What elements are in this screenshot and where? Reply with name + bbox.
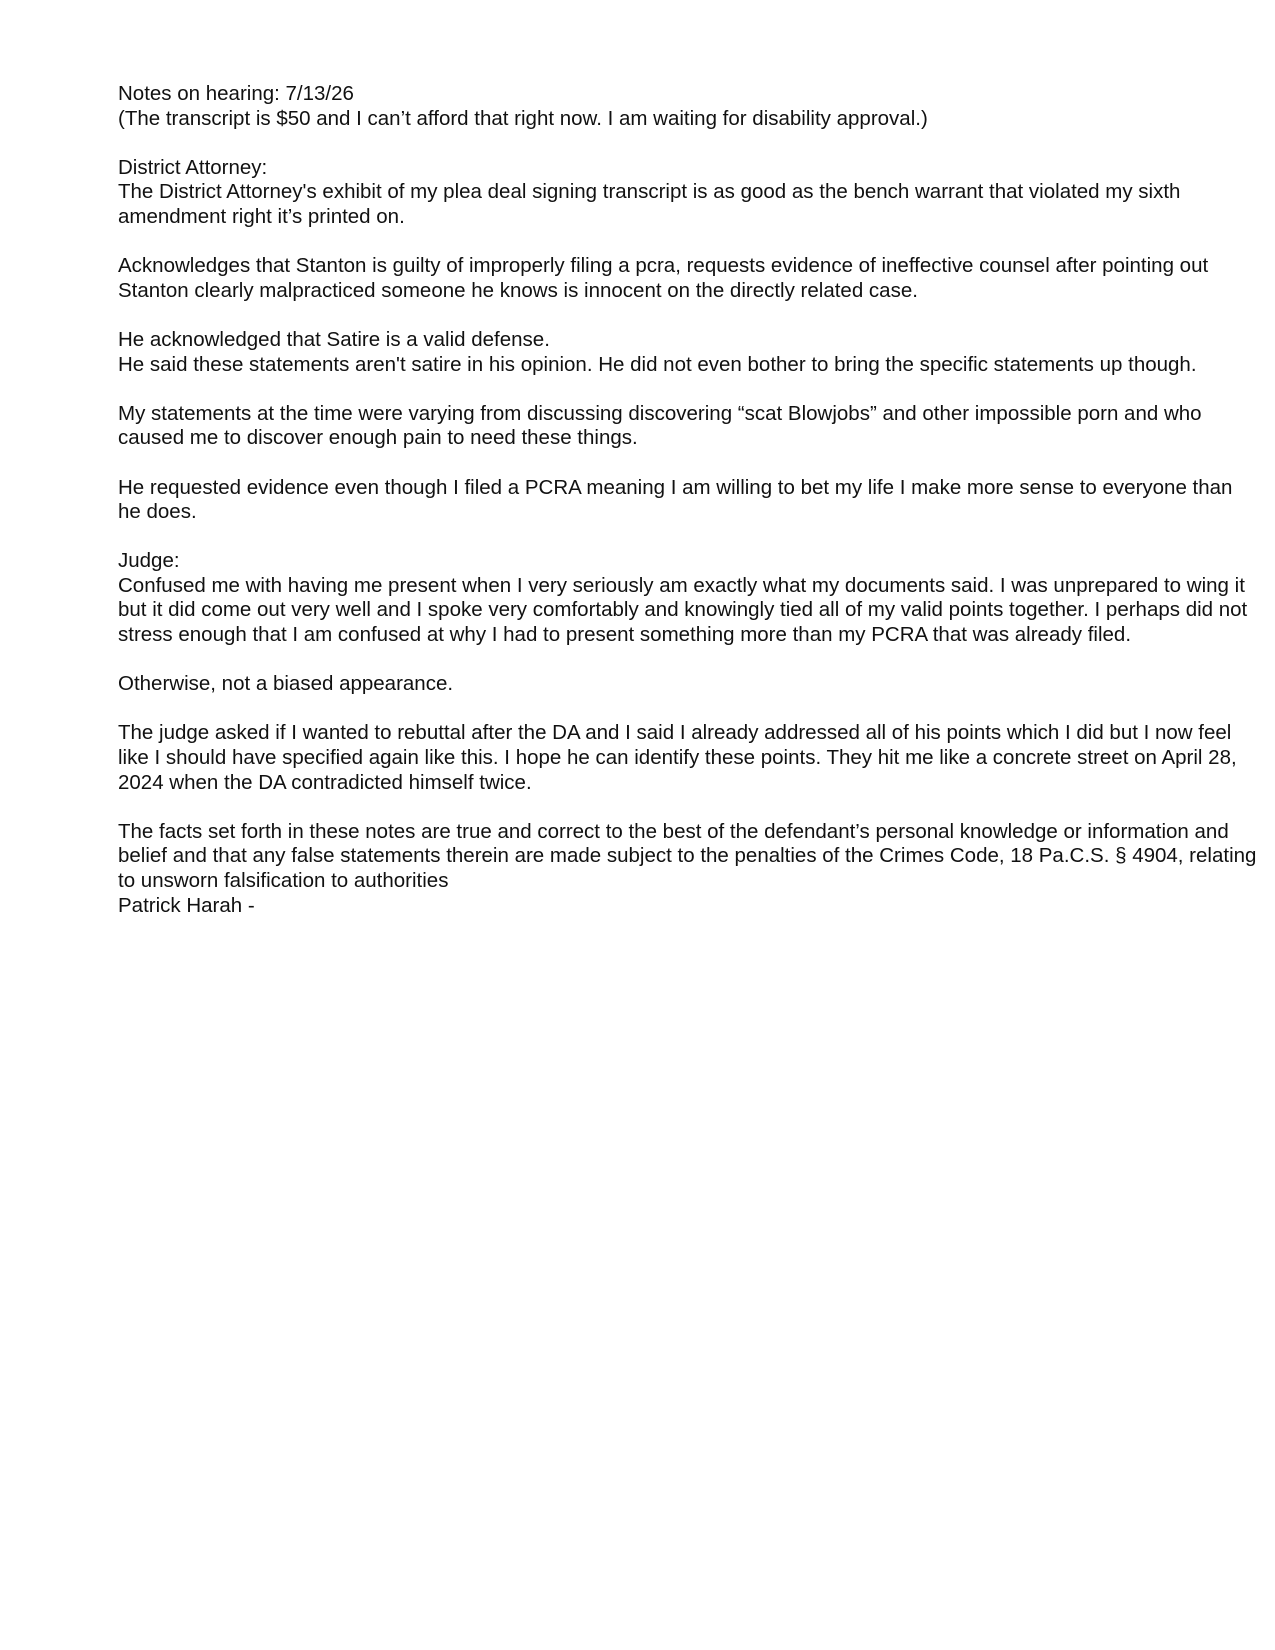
transcript-note: (The transcript is $50 and I can’t afford that right now. I am waiting for disability approval.) [118,106,928,130]
da-satire-line-1: He acknowledged that Satire is a valid defense. [118,327,550,351]
judge-heading: Judge: [118,549,180,573]
judge-paragraph-rebuttal [118,721,1258,795]
header-block [118,82,1258,131]
da-paragraph-satire [118,328,1258,377]
da-paragraph-stanton [118,254,1258,303]
da-paragraph-exhibit: The District Attorney's exhibit of my plea deal signing transcript is as good as the bench warrant that violated my sixth amendment right it’s printed on. [118,180,1181,228]
judge-paragraph-bias-text: Otherwise, not a biased appearance. [118,672,454,696]
document-title: Notes on hearing: 7/13/26 [118,82,354,105]
da-satire-line-2: He said these statements aren't satire in his opinion. He did not even bother to bring the specific statements up though. [118,352,1197,376]
da-paragraph-evidence [118,476,1258,525]
judge-paragraph-bias [118,672,1258,697]
da-heading: District Attorney: [118,155,268,179]
da-section-intro [118,156,1258,230]
judge-paragraph-rebuttal-text: The judge asked if I wanted to rebuttal after the DA and I said I already addressed all of his points which I did but I now feel like I should have specified again like this. I hope he can identify these points. They hit me like a concrete street on April 28, 2024 when the DA contradicted himself twice. [118,721,1237,794]
verification-block [118,820,1258,918]
da-paragraph-stanton-text: Acknowledges that Stanton is guilty of improperly filing a pcra, requests evidence of ineffective counsel after pointing out Stanton clearly malpracticed someone he knows is innocent on the directly related case. [118,254,1209,302]
da-paragraph-statements-text: My statements at the time were varying from discussing discovering “scat Blowjobs” and other impossible porn and who caused me to discover enough pain to need these things. [118,401,1202,450]
judge-paragraph-confused: Confused me with having me present when I very seriously am exactly what my documents said. I was unprepared to wing it but it did come out very well and I spoke very comfortably and knowingly tied all of my valid points together. I perhaps did not stress enough that I am confused at why I had to present something more than my PCRA that was already filed. [118,573,1248,647]
da-paragraph-evidence-text: He requested evidence even though I filed a PCRA meaning I am willing to bet my life I make more sense to everyone than he does. [118,475,1233,524]
judge-section-intro [118,549,1258,647]
document-page [118,82,1258,943]
verification-statement: The facts set forth in these notes are true and correct to the best of the defendant’s personal knowledge or information and belief and that any false statements therein are made subject to the penalties of the Crimes Code, 18 Pa.C.S. § 4904, relating to unsworn falsification to authorities [118,819,1257,892]
da-paragraph-statements [118,402,1258,451]
signature-line: Patrick Harah - [118,893,255,917]
